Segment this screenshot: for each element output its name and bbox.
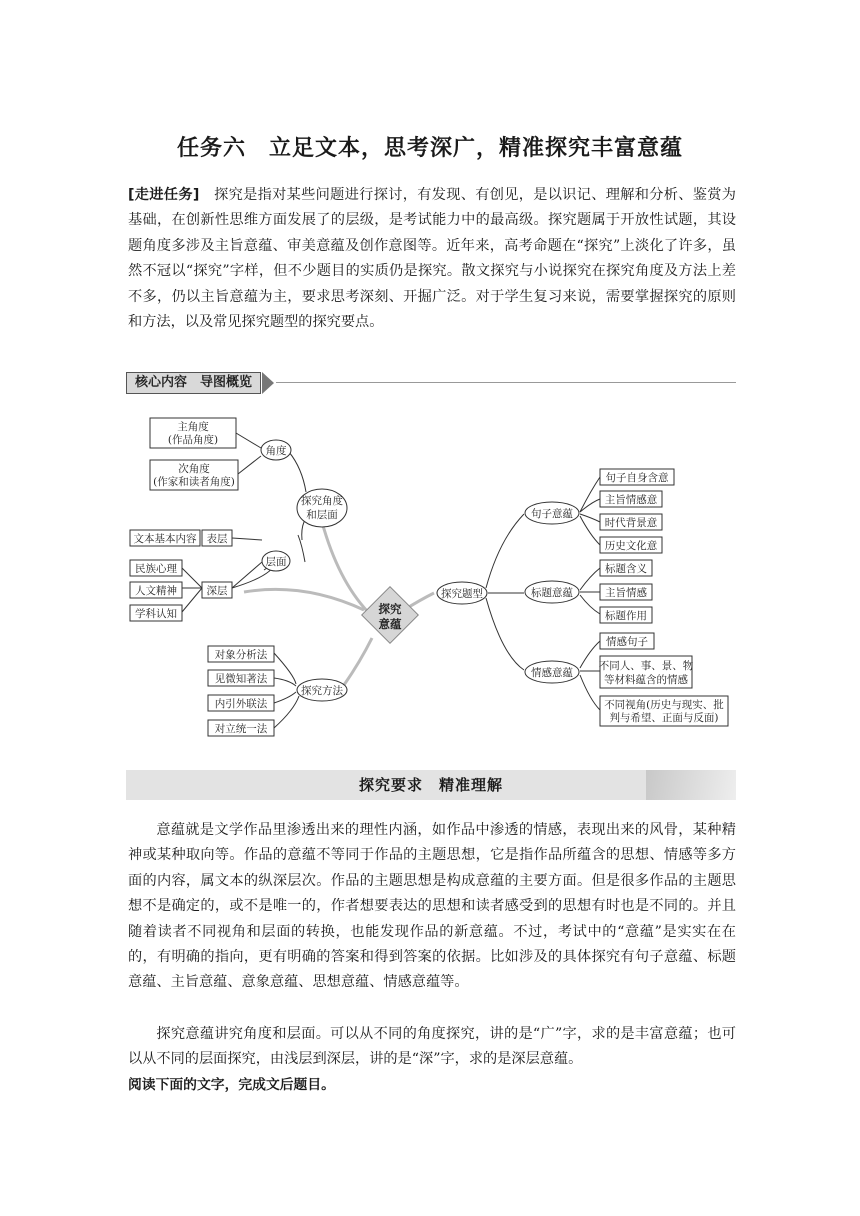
center-node: [362, 587, 419, 644]
instruction: 阅读下面的文字，完成文后题目。: [128, 1077, 335, 1093]
intro-tag: [走进任务]: [128, 187, 200, 203]
mind-map: [124, 400, 736, 762]
method-2-label: 见微知著法: [214, 673, 268, 685]
main-angle-line-2: (作品角度): [167, 434, 219, 446]
emotion-label: 情感意蕴: [531, 667, 573, 679]
core-section-label: 核心内容 导图概览: [126, 372, 261, 394]
center-label-1: 探究: [378, 602, 402, 616]
intro-text: 探究是指对某些问题进行探讨，有发现、有创见，是以识记、理解和分析、鉴赏为基础，在创新性思维方面发展了的层级，是考试能力中的最高级。探究题属于开放性试题，其设题角度多涉及主旨意蕴、审美意蕴及创作意图等。近年来，高考命题在“探究”上淡化了许多，虽然不冠以“探究”字样，但不少题目的实质仍是探究。散文探究与小说探究在探究角度及方法上差不多，仍以主旨意蕴为主，要求思考深刻、开掘广泛。对于学生复习来说，需要掌握探究的原则和方法，以及常见探究题型的探究要点。: [128, 187, 736, 331]
emotion-2-line-2: 等材料蕴含的情感: [604, 674, 688, 686]
page-title: 任务六 立足文本，思考深广，精准探究丰富意蕴: [176, 136, 683, 161]
main-angle-line-1: 主角度: [177, 421, 209, 433]
core-section-rule: [276, 382, 736, 383]
sentence-3-label: 时代背景意: [604, 517, 658, 529]
method-label: 探究方法: [301, 685, 343, 697]
body-paragraph-1: 意蕴就是文学作品里渗透出来的理性内涵，如作品中渗透的情感，表现出来的风骨，某种精神或某种取向等。作品的意蕴不等同于作品的主题思想，它是指作品所蕴含的思想、情感等多方面的内容，属文本的纵深层次。作品的主题思想是构成意蕴的主要方面。但是很多作品的主题思想不是确定的，或不是唯一的，作者想要表达的思想和读者感受到的思想有时也是不同的。并且随着读者不同视角和层面的转换，也能发现作品的新意蕴。不过，考试中的“意蕴”是实实在在的，有明确的指向，更有明确的答案和得到答案的依据。比如涉及的具体探究有句子意蕴、标题意蕴、主旨意蕴、意象意蕴、思想意蕴、情感意蕴等。: [128, 822, 736, 991]
heading-3-label: 标题作用: [605, 610, 647, 622]
deep-item-3-label: 学科认知: [135, 608, 177, 620]
heading-label: 标题意蕴: [531, 587, 573, 599]
core-section-header: [126, 372, 736, 394]
heading-1-label: 标题含义: [605, 563, 647, 575]
sub-angle-line-2: (作家和读者角度): [153, 476, 235, 488]
angle-layer-line-2: 和层面: [306, 509, 338, 521]
surface-label: 表层: [206, 533, 228, 545]
banner-title: 探究要求 精准理解: [358, 776, 503, 794]
sentence-label: 句子意蕴: [531, 508, 573, 520]
sentence-4-label: 历史文化意: [604, 540, 658, 552]
core-section-arrow: [262, 372, 274, 394]
emotion-1-label: 情感句子: [606, 636, 648, 648]
emotion-3-line-1: 不同视角(历史与现实、批: [604, 699, 724, 711]
emotion-2-line-1: 不同人、事、景、物: [598, 660, 694, 672]
body-paragraph-2: 探究意蕴讲究角度和层面。可以从不同的角度探究，讲的是“广”字，求的是丰富意蕴；也可以从不同的层面探究，由浅层到深层，讲的是“深”字，求的是深层意蕴。: [128, 1026, 736, 1068]
method-4-label: 对立统一法: [214, 723, 268, 735]
heading-2-label: 主旨情感: [605, 587, 647, 599]
types-label: 探究题型: [441, 588, 483, 600]
sentence-2-label: 主旨情感意: [604, 494, 658, 506]
deep-item-1-label: 民族心理: [135, 563, 177, 575]
emotion-3-line-2: 判与希望、正面与反面): [609, 712, 719, 724]
center-label-2: 意蕴: [378, 617, 402, 631]
method-1-label: 对象分析法: [214, 649, 268, 661]
angle-layer-line-1: 探究角度: [301, 495, 343, 507]
layer-label: 层面: [265, 556, 287, 568]
method-3-label: 内引外联法: [214, 698, 268, 710]
sentence-1-label: 句子自身含意: [605, 472, 669, 484]
intro-paragraph: [128, 183, 736, 335]
angle-label: 角度: [265, 445, 287, 457]
sub-angle-line-1: 次角度: [178, 463, 210, 475]
deep-item-2-label: 人文精神: [135, 585, 177, 597]
surface-item-label: 文本基本内容: [133, 533, 197, 545]
deep-label: 深层: [206, 585, 228, 597]
section-banner: [126, 770, 736, 800]
